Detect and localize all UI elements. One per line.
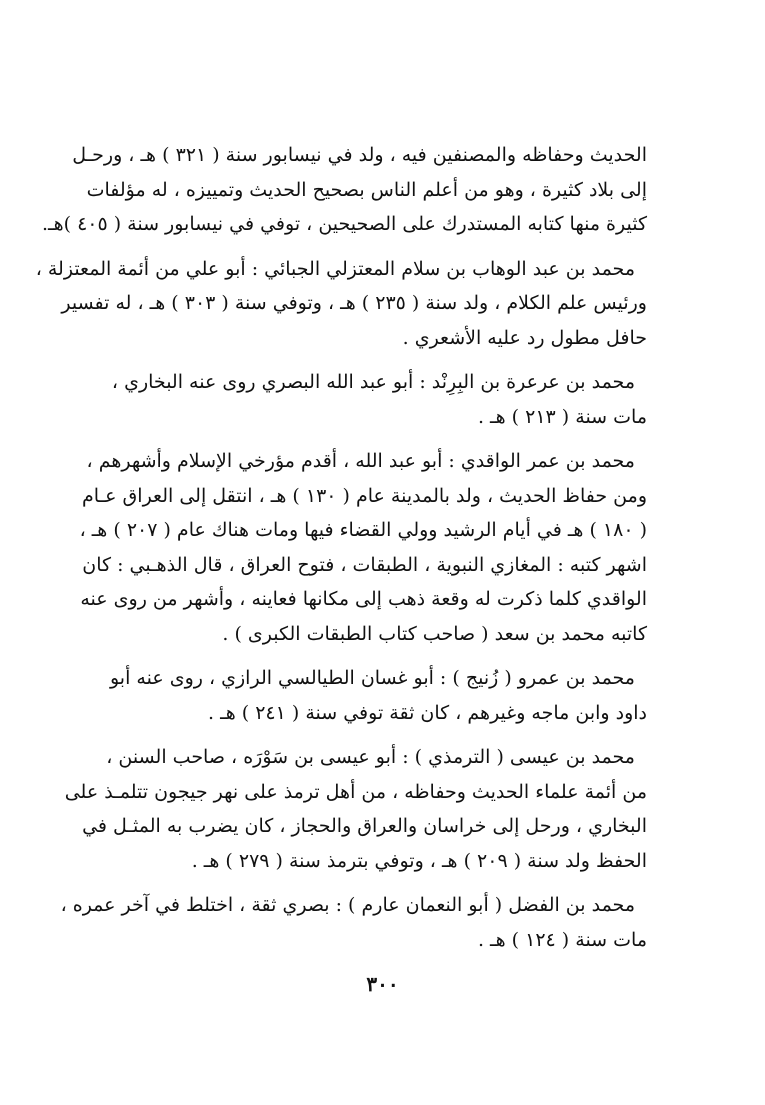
text-line: من أئمة علماء الحديث وحفاظه ، من أهل ترمذ على نهر جيجون تتلمـذ على [64,780,647,803]
text-line: ومن حفاظ الحديث ، ولد بالمدينة عام ( ١٣٠ ) هـ ، انتقل إلى العراق عـام [82,484,647,507]
page-number: ٣٠٠ [366,972,399,996]
text-line: كثيرة منها كتابه المستدرك على الصحيحين ، توفي في نيسابور سنة ( ٤٠٥ )هـ. [41,213,647,235]
entry-zunayj [109,661,647,730]
text-line: كاتبه محمد بن سعد ( صاحب كتاب الطبقات الكبرى ) . [222,622,647,645]
text-line: مات سنة ( ٢١٣ ) هـ . [477,405,647,428]
entry-tirmidhi [64,740,647,878]
text-line: ( ١٨٠ ) هـ في أيام الرشيد وولي القضاء فيها ومات هناك عام ( ٢٠٧ ) هـ ، [79,519,647,541]
entry-waqidi [79,444,647,651]
entry-ibn-arara [111,365,647,434]
entry-arim [60,888,647,957]
entry-hakim-continuation [41,138,647,242]
text-line: محمد بن عبد الوهاب بن سلام المعتزلي الجبائي : أبو علي من أئمة المعتزلة ، [35,257,635,280]
text-line: الواقدي كلما ذكرت له وقعة ذهب إلى مكانها فعاينه ، وأشهر من روى عنه [80,588,647,610]
text-line: الحفظ ولد سنة ( ٢٠٩ ) هـ ، وتوفي بترمذ سنة ( ٢٧٩ ) هـ . [191,849,647,872]
text-line: محمد بن عيسى ( الترمذي ) : أبو عيسى بن سَوْرَه ، صاحب السنن ، [106,746,635,768]
text-line: إلى بلاد كثيرة ، وهو من أعلم الناس بصحيح الحديث وتمييزه ، له مؤلفات [86,178,647,201]
entry-jubbai [35,252,647,356]
text-line: محمد بن عمر الواقدي : أبو عبد الله ، أقدم مؤرخي الإسلام وأشهرهم ، [86,450,635,472]
text-line: مات سنة ( ١٢٤ ) هـ . [477,928,647,951]
text-line: محمد بن عرعرة بن البِرِنْد : أبو عبد الله البصري روى عنه البخاري ، [111,371,635,393]
text-line: اشهر كتبه : المغازي النبوية ، الطبقات ، فتوح العراق ، قال الذهـبي : كان [82,553,647,576]
text-line: داود وابن ماجه وغيرهم ، كان ثقة توفي سنة ( ٢٤١ ) هـ . [208,701,647,724]
text-line: حافل مطول رد عليه الأشعري . [402,326,647,349]
text-line: البخاري ، ورحل إلى خراسان والعراق والحجاز ، كان يضرب به المثـل في [82,815,647,837]
text-line: محمد بن عمرو ( زُنيج ) : أبو غسان الطيالسي الرازي ، روى عنه أبو [109,667,635,689]
text-line: ورئيس علم الكلام ، ولد سنة ( ٢٣٥ ) هـ ، وتوفي سنة ( ٣٠٣ ) هـ ، له تفسير [61,292,647,314]
text-line: محمد بن الفضل ( أبو النعمان عارم ) : بصري ثقة ، اختلط في آخر عمره ، [60,894,635,916]
text-line: الحديث وحفاظه والمصنفين فيه ، ولد في نيسابور سنة ( ٣٢١ ) هـ ، ورحـل [72,144,647,166]
